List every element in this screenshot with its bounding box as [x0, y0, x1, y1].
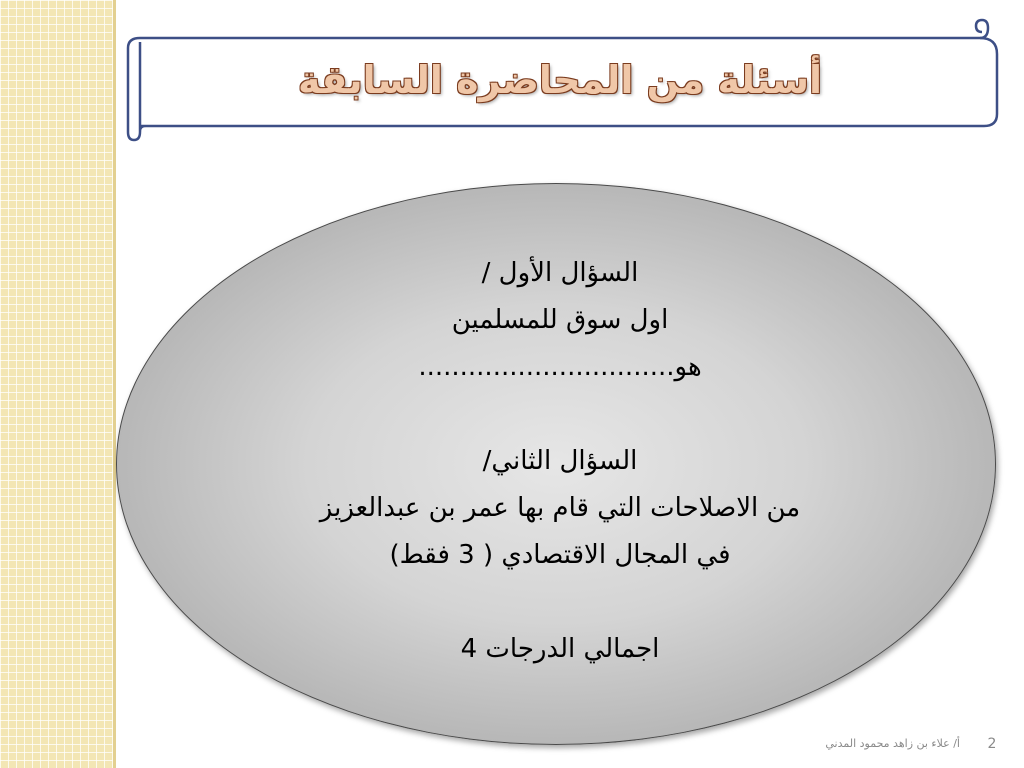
banner-curl-left — [128, 38, 140, 140]
question-content — [160, 250, 960, 673]
question-2-heading: السؤال الثاني/ — [482, 446, 638, 476]
side-border-decoration — [113, 0, 116, 768]
side-pattern-decoration — [0, 0, 113, 768]
spacer — [160, 391, 960, 438]
question-1-text: اول سوق للمسلمين — [451, 305, 669, 335]
question-1-blank: هو............................... — [418, 352, 702, 382]
question-1-heading: السؤال الأول / — [481, 258, 639, 288]
slide-title: أسئلة من المحاضرة السابقة — [298, 58, 822, 102]
total-grades: اجمالي الدرجات 4 — [460, 634, 660, 664]
spacer — [160, 579, 960, 626]
question-2-text-cont: في المجال الاقتصادي ( 3 فقط) — [389, 540, 731, 570]
banner-curl-right — [976, 20, 988, 38]
banner-curl-left-inner — [140, 126, 146, 132]
page-number: 2 — [987, 736, 997, 752]
footer-author: أ/ علاء بن زاهد محمود المدني — [825, 737, 960, 750]
question-2-text: من الاصلاحات التي قام بها عمر بن عبدالعزيز — [319, 493, 801, 523]
